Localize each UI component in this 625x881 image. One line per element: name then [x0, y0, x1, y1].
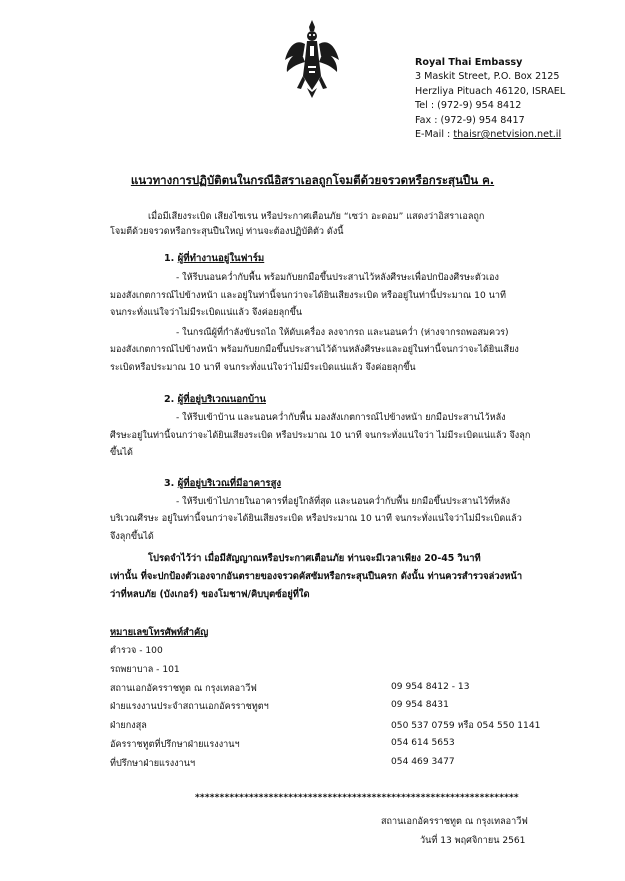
phone-number: 09 954 8412 - 13 — [391, 682, 470, 692]
phone-number: 050 537 0759 หรือ 054 550 1141 — [391, 721, 541, 731]
address-street: 3 Maskit Street, P.O. Box 2125 — [415, 71, 560, 83]
phone-row — [110, 700, 449, 714]
section-number: 3. — [164, 478, 175, 489]
section-line: - ให้รีบเข้าไปภายในอาคารที่อยู่ใกล้ที่สุด และนอนคว่ำกับพื้น ยกมือขึ้นประสานไว้ที่หลัง — [176, 497, 511, 507]
section-line: ศีรษะอยู่ในท่านี้จนกว่าจะได้ยินเสียงระเบิด หรือประมาณ 10 นาที จนกระทั่งแน่ใจว่า ไม่มีระเบิดแน่แล้ว จึงลุก — [110, 431, 531, 441]
document-title: แนวทางการปฏิบัติตนในกรณีอิสราเอลถูกโจมตีด้วยจรวดหรือกระสุนปืน ค. — [130, 173, 495, 187]
intro-line: เมื่อมีเสียงระเบิด เสียงไซเรน หรือประกาศเตือนภัย “เซว่า อะดอม” แสดงว่าอิสราเอลถูก — [148, 212, 485, 222]
email-link[interactable]: thaisr@netvision.net.il — [453, 129, 562, 141]
embassy-address — [415, 56, 565, 142]
phone-list-title: หมายเลขโทรศัพท์สำคัญ — [110, 627, 209, 638]
section-heading — [164, 251, 264, 266]
section-line: จึงลุกขึ้นได้ — [110, 532, 154, 542]
section-title: ผู้ที่อยู่บริเวณนอกบ้าน — [177, 394, 266, 405]
phone-label: รถพยาบาล - 101 — [110, 665, 180, 675]
section-number: 2. — [164, 394, 175, 405]
signature-date: วันที่ 13 พฤศจิกายน 2561 — [420, 836, 526, 846]
garuda-emblem-icon — [283, 18, 341, 100]
phone-row — [110, 738, 455, 752]
section-number: 1. — [164, 253, 175, 264]
phone-label: อัครราชทูตที่ปรึกษาฝ่ายแรงงานฯ — [110, 740, 240, 750]
section-heading — [164, 392, 266, 407]
section-heading — [164, 476, 281, 491]
phone-number: 054 469 3477 — [391, 757, 455, 767]
phone-number: 054 614 5653 — [391, 738, 455, 748]
phone-row — [110, 682, 470, 696]
section-title: ผู้ที่อยู่บริเวณที่มีอาคารสูง — [177, 478, 282, 489]
phone-label: สถานเอกอัครราชทูต ณ กรุงเทลอาวีฟ — [110, 684, 257, 694]
phone-label: ตำรวจ - 100 — [110, 646, 163, 656]
phone-row — [110, 719, 541, 733]
embassy-name: Royal Thai Embassy — [415, 57, 523, 68]
address-city: Herzliya Pituach 46120, ISRAEL — [415, 85, 566, 97]
section-line: - ในกรณีผู้ที่กำลังขับรถไถ ให้ดับเครื่อง ลงจากรถ และนอนคว่ำ (ห่างจากรถพอสมควร) — [176, 328, 509, 338]
section-line: บริเวณศีรษะ อยู่ในท่านี้จนกว่าจะได้ยินเสียงระเบิด หรือประมาณ 10 นาที จนกระทั่งแน่ใจว่าไม่มีระเบิดแล้ว — [110, 514, 522, 524]
address-fax: Fax : (972-9) 954 8417 — [415, 114, 525, 126]
email-label: E-Mail : — [415, 129, 454, 141]
address-tel: Tel : (972-9) 954 8412 — [415, 100, 522, 112]
asterisk-separator: ****************************************************************** — [195, 793, 519, 803]
section-line: ระเบิดหรือประมาณ 10 นาที จนกระทั่งแน่ใจว่าไม่มีระเบิดแน่แล้ว จึงค่อยลุกขึ้น — [110, 363, 416, 373]
section-title: ผู้ที่ทำงานอยู่ในฟาร์ม — [177, 253, 265, 264]
intro-line: โจมตีด้วยจรวดหรือกระสุนปืนใหญ่ ท่านจะต้องปฏิบัติตัว ดังนี้ — [110, 227, 344, 237]
section-line: มองสังเกตการณ์ไปข้างหน้า และอยู่ในท่านี้จนกว่าจะได้ยินเสียงระเบิด หรืออยู่ในท่านี้ประมาณ 10 นาที — [110, 291, 506, 301]
warning-note-line: โปรดจำไว้ว่า เมื่อมีสัญญาณหรือประกาศเตือนภัย ท่านจะมีเวลาเพียง 20-45 วินาที — [148, 553, 481, 564]
phone-label: ฝ่ายกงสุล — [110, 721, 147, 731]
section-line: - ให้รีบเข้าบ้าน และนอนคว่ำกับพื้น มองสังเกตการณ์ไปข้างหน้า ยกมือประสานไว้หลัง — [176, 413, 506, 423]
phone-row — [110, 757, 455, 771]
phone-label: ฝ่ายแรงงานประจำสถานเอกอัครราชทูตฯ — [110, 702, 269, 712]
garuda-emblem — [283, 18, 341, 100]
address-email — [415, 128, 565, 142]
section-line: มองสังเกตการณ์ไปข้างหน้า พร้อมกับยกมือขึ้นประสานไว้ด้านหลังศีรษะและอยู่ในท่านี้จนกว่าจะได้ยินเสียง — [110, 345, 519, 355]
warning-note-line: ว่าที่หลบภัย (บังเกอร์) ของโมชาฟ/คิบบุตซ์อยู่ที่ใด — [110, 589, 310, 600]
phone-label: ที่ปรึกษาฝ่ายแรงงานฯ — [110, 759, 196, 769]
warning-note-line: เท่านั้น ที่จะปกป้องตัวเองจากอันตรายของจรวดคัสซัมหรือกระสุนปืนครก ดังนั้น ท่านควรสำรวจล่วงหน้า — [110, 571, 523, 582]
phone-row — [110, 663, 180, 677]
section-line: จนกระทั่งแน่ใจว่าไม่มีระเบิดแน่แล้ว จึงค่อยลุกขึ้น — [110, 308, 303, 318]
phone-row — [110, 644, 163, 658]
section-line: ขึ้นได้ — [110, 448, 133, 458]
section-line: - ให้รีบนอนคว่ำกับพื้น พร้อมกับยกมือขึ้นประสานไว้หลังศีรษะเพื่อปกป้องศีรษะตัวเอง — [176, 273, 499, 283]
phone-number: 09 954 8431 — [391, 700, 449, 710]
signature-org: สถานเอกอัครราชทูต ณ กรุงเทลอาวีฟ — [381, 817, 528, 827]
